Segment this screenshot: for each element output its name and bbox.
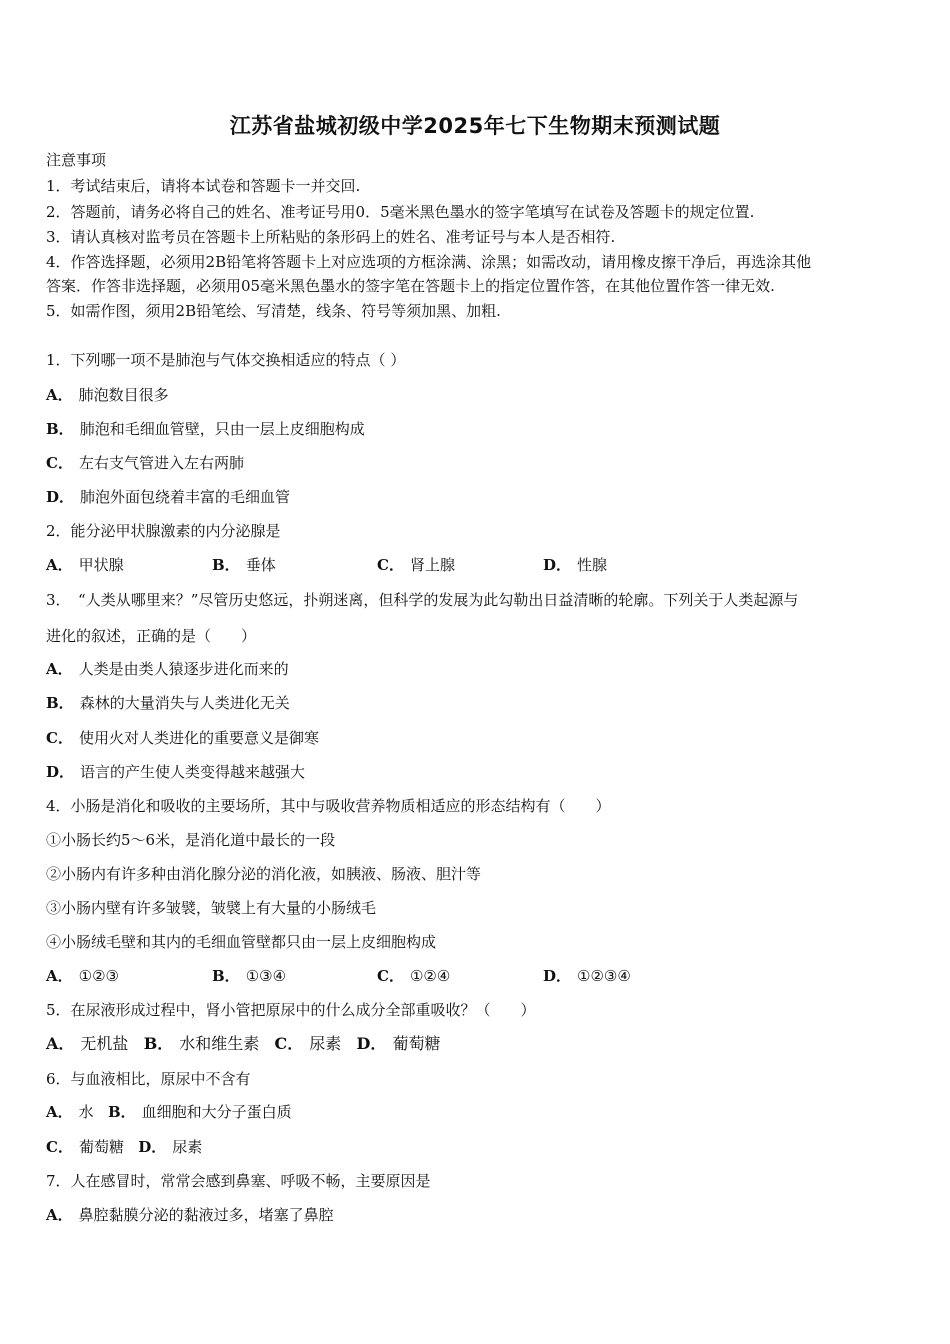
question-2-option-a — [46, 555, 124, 575]
option-text: 血细胞和大分子蛋白质 — [141, 1103, 292, 1121]
option-text: 肾上腺 — [409, 556, 455, 574]
question-5-option-a — [46, 1034, 128, 1053]
page-title: 江苏省盐城初级中学2025年七下生物期末预测试题 — [229, 114, 721, 138]
option-text: ①②③ — [78, 967, 119, 985]
option-label: B． — [46, 420, 74, 438]
option-text: 鼻腔黏膜分泌的黏液过多，堵塞了鼻腔 — [78, 1206, 334, 1224]
option-text: 垂体 — [245, 556, 276, 574]
question-1-option-c — [46, 453, 244, 473]
notice-item: 3．请认真核对监考员在答题卡上所粘贴的条形码上的姓名、准考证号与本人是否相符. — [46, 228, 616, 246]
option-text: 语言的产生使人类变得越来越强大 — [80, 763, 306, 781]
question-5-options — [46, 1034, 440, 1054]
question-2-option-d — [543, 555, 607, 575]
question-2-options — [46, 555, 906, 575]
notice-heading: 注意事项 — [46, 151, 107, 169]
option-label: C． — [274, 1034, 304, 1053]
option-label: D． — [138, 1138, 167, 1156]
option-text: 肺泡和毛细血管壁，只由一层上皮细胞构成 — [79, 420, 365, 438]
question-3-stem: 3． “人类从哪里来？”尽管历史悠远，扑朔迷离，但科学的发展为此勾勒出日益清晰的轮廓。下列关于人类起源与 — [46, 591, 799, 609]
question-2-stem: 2．能分泌甲状腺激素的内分泌腺是 — [46, 522, 281, 540]
question-3-option-b — [46, 693, 290, 713]
question-3-option-a — [46, 659, 289, 679]
notice-item: 1．考试结束后，请将本试卷和答题卡一并交回. — [46, 177, 361, 195]
option-text: ①②④ — [409, 967, 451, 985]
option-text: ①②③④ — [577, 967, 631, 985]
option-label: B． — [46, 694, 74, 712]
question-2-option-b — [212, 555, 276, 575]
question-5-stem: 5．在尿液形成过程中，肾小管把原尿中的什么成分全部重吸收？（ ） — [46, 1001, 536, 1019]
option-text: 左右支气管进入左右两肺 — [78, 454, 244, 472]
option-text: 人类是由类人猿逐步进化而来的 — [78, 660, 289, 678]
option-text: 葡萄糖 — [392, 1034, 441, 1053]
option-text: 无机盐 — [80, 1034, 129, 1053]
question-6-options-row2 — [46, 1137, 202, 1157]
option-text: 尿素 — [172, 1138, 203, 1156]
option-label: B． — [107, 1103, 136, 1121]
question-4-statement: ②小肠内有许多种由消化腺分泌的消化液，如胰液、肠液、胆汁等 — [46, 865, 482, 883]
option-label: C． — [46, 454, 73, 472]
notice-item: 5．如需作图，须用2B铅笔绘、写清楚，线条、符号等须加黑、加粗. — [46, 302, 501, 320]
question-3-option-c — [46, 728, 319, 748]
option-label: C． — [377, 556, 404, 574]
option-label: A． — [46, 1103, 73, 1121]
question-4-option-a — [46, 966, 119, 986]
question-4-statement: ①小肠长约5～6米，是消化道中最长的一段 — [46, 831, 336, 849]
option-text: 葡萄糖 — [78, 1138, 124, 1156]
option-label: D． — [356, 1034, 387, 1053]
question-7-stem: 7．人在感冒时，常常会感到鼻塞、呼吸不畅，主要原因是 — [46, 1172, 431, 1190]
question-6-option-c — [46, 1138, 124, 1156]
option-text: 肺泡外面包绕着丰富的毛细血管 — [80, 488, 291, 506]
option-text: 尿素 — [309, 1034, 342, 1053]
question-6-option-d — [138, 1138, 202, 1156]
question-4-stem: 4．小肠是消化和吸收的主要场所，其中与吸收营养物质相适应的形态结构有（ ） — [46, 797, 611, 815]
option-text: 使用火对人类进化的重要意义是御寒 — [78, 729, 319, 747]
option-label: B． — [212, 556, 240, 574]
question-5-option-d — [357, 1034, 441, 1053]
option-label: D． — [543, 556, 572, 574]
option-label: A． — [46, 967, 73, 985]
question-3-stem-cont: 进化的叙述，正确的是（ ） — [46, 627, 257, 645]
option-label: C． — [46, 1138, 73, 1156]
option-text: 水和维生素 — [179, 1034, 260, 1053]
option-label: A． — [46, 386, 73, 404]
option-label: A． — [46, 660, 73, 678]
question-4-options — [46, 966, 906, 986]
option-label: A． — [46, 1034, 75, 1053]
question-1-option-b — [46, 419, 365, 439]
option-label: D． — [46, 488, 75, 506]
question-1-option-d — [46, 487, 290, 507]
notice-item: 4．作答选择题，必须用2B铅笔将答题卡上对应选项的方框涂满、涂黑；如需改动，请用橡皮擦干净后，再选涂其他 — [46, 253, 812, 271]
question-2-option-c — [377, 555, 455, 575]
question-4-option-c — [377, 966, 450, 986]
option-text: 性腺 — [577, 556, 608, 574]
option-label: D． — [46, 763, 75, 781]
question-4-option-d — [543, 966, 631, 986]
option-text: 森林的大量消失与人类进化无关 — [79, 694, 290, 712]
option-text: 甲状腺 — [78, 556, 124, 574]
question-6-option-a — [46, 1103, 94, 1121]
option-label: C． — [377, 967, 404, 985]
option-label: B． — [143, 1034, 174, 1053]
question-1-stem: 1．下列哪一项不是肺泡与气体交换相适应的特点（ ） — [46, 351, 406, 369]
option-label: B． — [212, 967, 240, 985]
option-label: D． — [543, 967, 572, 985]
question-1-option-a — [46, 385, 169, 405]
question-3-option-d — [46, 762, 305, 782]
option-text: ①③④ — [245, 967, 287, 985]
option-text: 水 — [78, 1103, 94, 1121]
question-6-stem: 6．与血液相比，原尿中不含有 — [46, 1070, 251, 1088]
option-label: A． — [46, 1206, 73, 1224]
question-4-statement: ④小肠绒毛壁和其内的毛细血管壁都只由一层上皮细胞构成 — [46, 933, 437, 951]
question-4-option-b — [212, 966, 286, 986]
question-5-option-c — [275, 1034, 342, 1053]
question-6-option-b — [108, 1103, 292, 1121]
notice-item: 2．答题前，请务必将自己的姓名、准考证号用0．5毫米黑色墨水的签字笔填写在试卷及答题卡的规定位置. — [46, 203, 755, 221]
question-6-options-row1 — [46, 1102, 292, 1122]
option-label: A． — [46, 556, 73, 574]
question-4-statement: ③小肠内壁有许多皱襞，皱襞上有大量的小肠绒毛 — [46, 899, 377, 917]
notice-item: 答案．作答非选择题，必须用05毫米黑色墨水的签字笔在答题卡上的指定位置作答，在其他位置作答一律无效. — [46, 277, 775, 295]
question-5-option-b — [144, 1034, 260, 1053]
option-label: C． — [46, 729, 73, 747]
question-7-option-a — [46, 1205, 334, 1225]
option-text: 肺泡数目很多 — [78, 386, 169, 404]
